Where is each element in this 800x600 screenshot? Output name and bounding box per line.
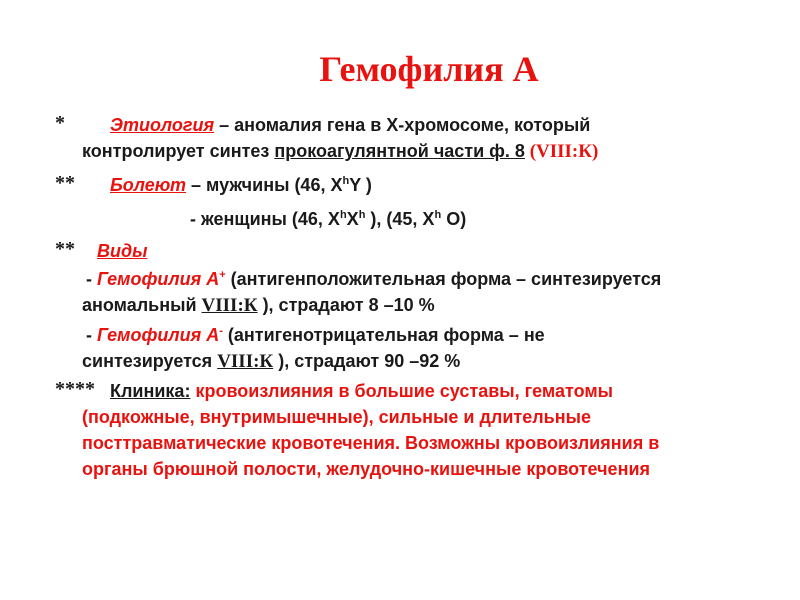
etiology-text: – аномалия гена в Х-хромосоме, который xyxy=(214,115,591,135)
hemophilia-a-minus-term: Гемофилия А xyxy=(97,325,220,345)
bullet-etiology: * xyxy=(55,112,65,134)
factor-code-minus: VIII:К xyxy=(217,351,274,372)
paren-open: ( xyxy=(524,141,537,162)
clinic-line-2: (подкожные, внутримышечные), сильные и длительные xyxy=(82,407,592,427)
minus-sup: - xyxy=(219,325,223,337)
etiology-line xyxy=(110,112,590,138)
hemophilia-a-minus-line xyxy=(86,322,545,348)
women-sup-2: h xyxy=(358,209,366,221)
clinic-line-3: посттравматические кровотечения. Возможны кровоизлияния в xyxy=(82,433,660,453)
affected-women-line xyxy=(190,206,466,232)
bullet-affected: ** xyxy=(55,172,75,194)
plus-sup: + xyxy=(219,269,226,281)
men-sup: h xyxy=(342,175,350,187)
affected-men-pre: – мужчины (46, X xyxy=(186,175,343,195)
bullet-clinic: **** xyxy=(55,378,95,400)
types-term: Виды xyxy=(97,241,148,261)
hemophilia-a-minus-text: (антигенотрицательная форма – не xyxy=(222,325,545,345)
clinic-line-4: органы брюшной полости, желудочно-кишечные кровотечения xyxy=(82,459,651,479)
affected-term: Болеют xyxy=(110,175,187,195)
hemophilia-a-plus-term: Гемофилия А xyxy=(97,269,220,289)
synth-pre: синтезируется xyxy=(82,351,218,371)
dash-minus: - xyxy=(86,325,92,345)
affected-men-post: Y ) xyxy=(349,175,372,195)
types-line xyxy=(97,238,148,264)
bullet-types: ** xyxy=(55,238,75,260)
hemophilia-a-plus-line-2 xyxy=(82,292,435,319)
abnormal-pre: аномальный xyxy=(82,295,202,315)
women-pre: - женщины (46, X xyxy=(190,209,340,229)
clinic-line xyxy=(110,378,613,404)
clinic-text: кровоизлияния в большие суставы, гематомы xyxy=(190,381,614,401)
factor-code-plus: VIII:К xyxy=(201,295,258,316)
hemophilia-a-plus-text: (антигенположительная форма – синтезируется xyxy=(225,269,662,289)
factor-code: VIII:К xyxy=(536,141,593,162)
women-mid-2: ), (45, X xyxy=(365,209,435,229)
women-mid-1: X xyxy=(346,209,359,229)
synth-post: ), страдают 90 –92 % xyxy=(273,351,461,371)
affected-line xyxy=(110,172,372,198)
etiology-line-2 xyxy=(82,138,598,165)
hemophilia-a-minus-line-2 xyxy=(82,348,460,375)
women-sup-3: h xyxy=(434,209,442,221)
paren-close: ) xyxy=(592,141,599,162)
etiology-term: Этиология xyxy=(110,115,215,135)
procoagulant-part: прокоагулянтной части ф. 8 xyxy=(274,141,525,161)
etiology-text-2: контролирует синтез xyxy=(82,141,275,161)
hemophilia-a-plus-line xyxy=(86,266,661,292)
dash-plus: - xyxy=(86,269,92,289)
women-sup-1: h xyxy=(339,209,347,221)
slide-title: Гемофилия А xyxy=(319,49,539,89)
clinic-term: Клиника: xyxy=(110,381,191,401)
abnormal-post: ), страдают 8 –10 % xyxy=(257,295,435,315)
women-post: O) xyxy=(441,209,467,229)
